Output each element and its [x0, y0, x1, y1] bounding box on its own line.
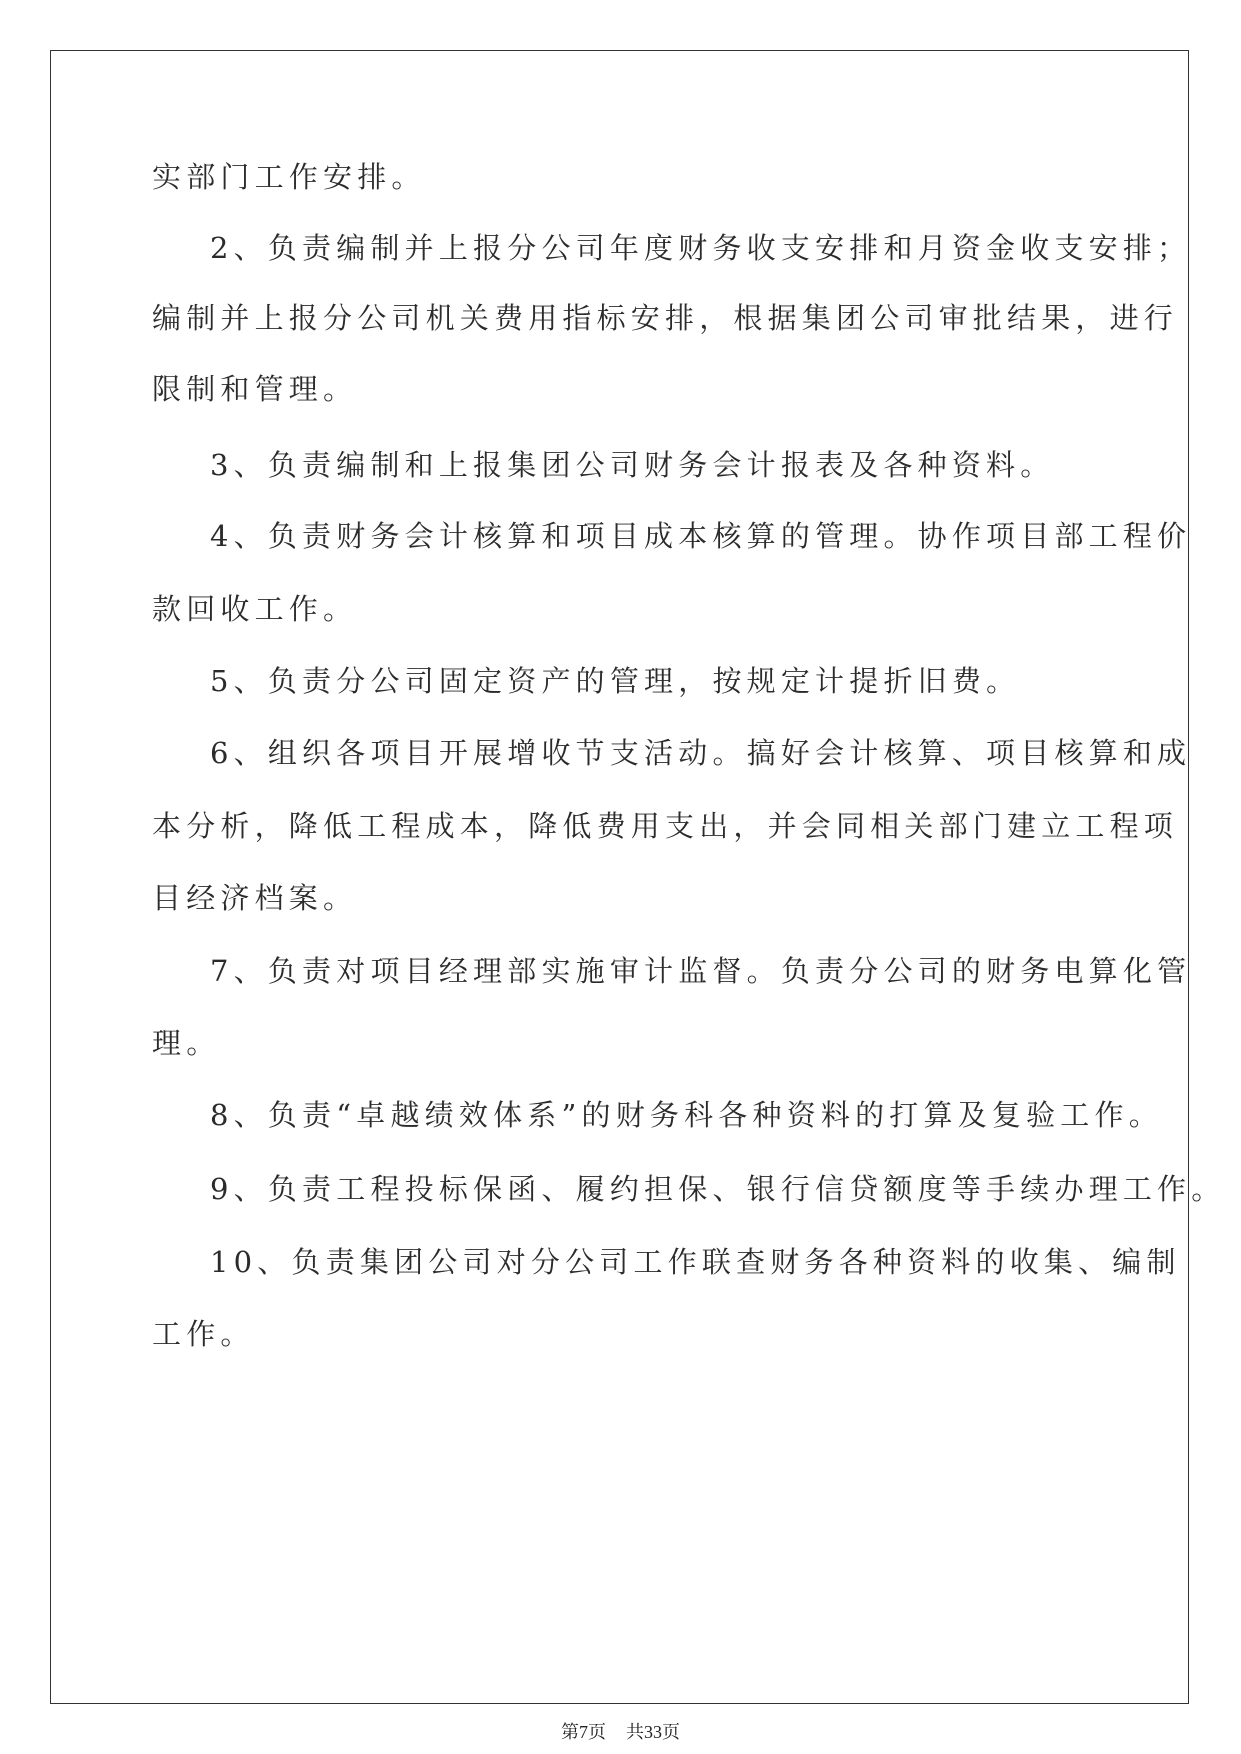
text-line: 2、负责编制并上报分公司年度财务收支安排和月资金收支安排； — [210, 231, 1192, 265]
page-total: 共33页 — [626, 1722, 680, 1742]
text-line: 5、负责分公司固定资产的管理，按规定计提折旧费。 — [210, 664, 1021, 698]
text-line: 4、负责财务会计核算和项目成本核算的管理。协作项目部工程价 — [210, 519, 1192, 553]
text-line: 限制和管理。 — [152, 372, 358, 406]
text-line: 实部门工作安排。 — [152, 160, 426, 194]
page-number: 第7页 — [561, 1722, 606, 1742]
text-line: 3、负责编制和上报集团公司财务会计报表及各种资料。 — [210, 448, 1055, 482]
text-line: 编制并上报分公司机关费用指标安排，根据集团公司审批结果，进行 — [152, 301, 1179, 335]
page-footer — [0, 1718, 1241, 1744]
text-line: 目经济档案。 — [152, 881, 358, 915]
text-line: 本分析，降低工程成本，降低费用支出，并会同相关部门建立工程项 — [152, 809, 1179, 843]
text-line: 8、负责“卓越绩效体系”的财务科各种资料的打算及复验工作。 — [210, 1098, 1163, 1132]
text-line: 10、负责集团公司对分公司工作联查财务各种资料的收集、编制 — [210, 1245, 1181, 1279]
text-line: 理。 — [152, 1026, 221, 1060]
text-line: 7、负责对项目经理部实施审计监督。负责分公司的财务电算化管 — [210, 954, 1192, 988]
text-line: 款回收工作。 — [152, 592, 358, 626]
text-line: 9、负责工程投标保函、履约担保、银行信贷额度等手续办理工作。 — [210, 1172, 1226, 1206]
text-line: 6、组织各项目开展增收节支活动。搞好会计核算、项目核算和成 — [210, 736, 1192, 770]
text-line: 工作。 — [152, 1317, 255, 1351]
